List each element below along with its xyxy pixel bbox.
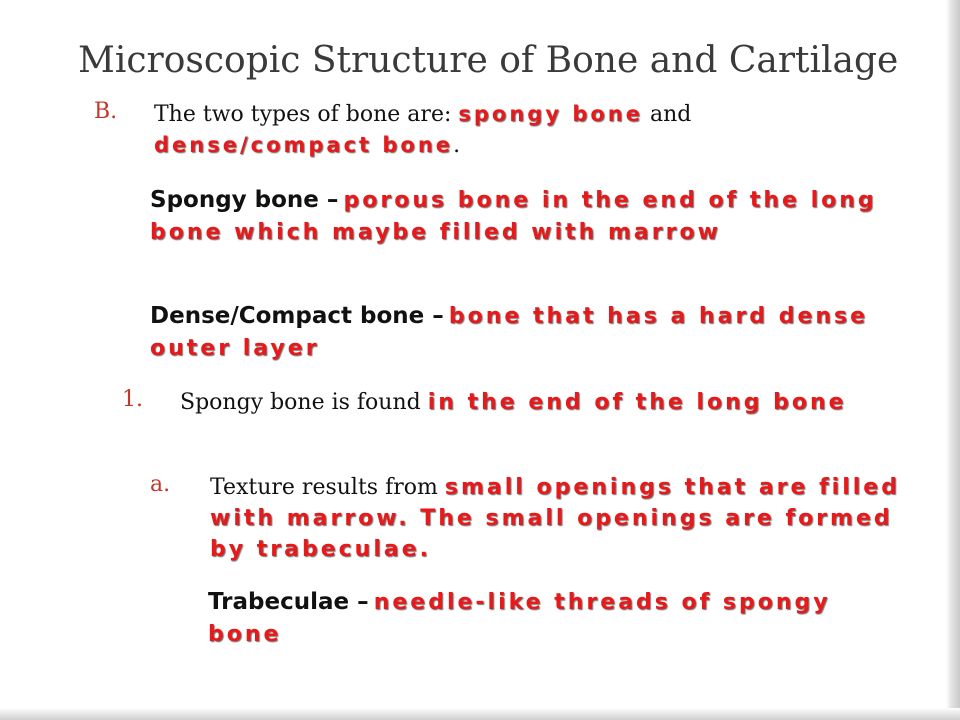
definition-spongy-term: Spongy bone – [150, 187, 339, 213]
definition-dense-bone [150, 301, 890, 365]
definition-spongy-bone [150, 185, 930, 249]
item-b-text [154, 99, 914, 161]
item-a-highlight: small openings that are filled with marrow. The small openings are formed by trabeculae. [210, 475, 900, 562]
item-b-marker: B. [94, 99, 118, 124]
item-a-marker: a. [150, 472, 171, 497]
item-b-text-before: The two types of bone are: [154, 102, 452, 127]
slide-title: Microscopic Structure of Bone and Cartilage [78, 40, 899, 81]
item-b-connector: and [649, 102, 692, 127]
item-1-text-before: Spongy bone is found [180, 390, 421, 415]
item-1-marker: 1. [122, 387, 143, 412]
definition-trabeculae-text: needle-like threads of spongy bone [208, 590, 831, 647]
definition-dense-text: bone that has a hard dense outer layer [150, 304, 869, 361]
definition-trabeculae [208, 587, 848, 651]
definition-spongy-text: porous bone in the end of the long bone which maybe filled with marrow [150, 188, 877, 245]
item-b-end: . [453, 133, 461, 158]
item-1-text [180, 387, 890, 418]
slide-edge-shadow-bottom [0, 708, 960, 720]
item-a-text-before: Texture results from [210, 475, 438, 500]
definition-trabeculae-term: Trabeculae – [208, 589, 369, 615]
item-1-highlight: in the end of the long bone [427, 390, 847, 415]
term-spongy-bone: spongy bone [458, 102, 643, 126]
slide-edge-shadow-right [946, 0, 960, 720]
definition-dense-term: Dense/Compact bone – [150, 303, 444, 329]
term-dense-compact-bone: dense/compact bone [154, 133, 454, 157]
item-a-text [210, 472, 900, 565]
